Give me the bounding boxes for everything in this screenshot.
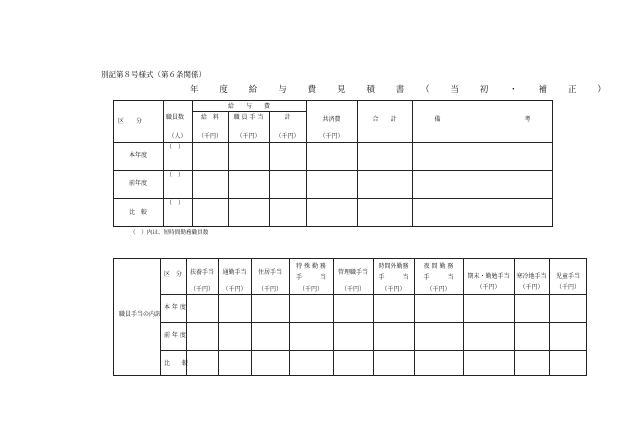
row-label-comparison: 比 較 — [164, 360, 189, 367]
special-duty-allowance-header-line2: 手 当 — [295, 274, 326, 281]
unit-thousand-yen: （千円） — [381, 286, 406, 293]
unit-thousand-yen: （千円） — [555, 284, 580, 291]
breakdown-side-label: 職員手当の内訳 — [119, 311, 162, 318]
row-label-previous-year: 前 年 度 — [164, 332, 186, 339]
commuting-allowance-header: 通勤手当 — [222, 269, 247, 276]
allowance-header: 職 員 手 当 — [233, 114, 264, 121]
staff-count-header: 職員数 — [166, 114, 185, 121]
unit-thousand-yen: （千円） — [476, 284, 501, 291]
unit-thousand-yen: （千円） — [426, 286, 451, 293]
kubun-header: 区 分 — [163, 271, 182, 278]
row-label-current-year: 本年度 — [128, 152, 147, 159]
total-header: 合 計 — [372, 116, 397, 123]
unit-thousand-yen: （千円） — [340, 286, 365, 293]
kubun-header: 区 分 — [118, 118, 143, 125]
managerial-allowance-header: 管理職手当 — [337, 269, 368, 276]
remarks-header: 備 考 — [434, 116, 531, 123]
overtime-allowance-header-line2: 手 当 — [378, 274, 409, 281]
footnote: （ ）内は、短時間勤務職員数 — [130, 230, 209, 236]
unit-thousand-yen: （千円） — [519, 284, 544, 291]
part-time-count-paren: （ ） — [166, 144, 185, 151]
unit-thousand-yen: （千円） — [236, 133, 261, 140]
document-title: 年 度 給 与 費 見 積 書 （ 当 初 ・ 補 正 ） — [190, 85, 613, 95]
night-duty-allowance-header: 夜 間 勤 務 — [423, 263, 454, 270]
unit-thousand-yen: （千円） — [197, 133, 222, 140]
row-label-previous-year: 前年度 — [128, 180, 147, 187]
overtime-allowance-header: 時間外勤務 — [378, 263, 409, 270]
subtotal-header: 計 — [284, 114, 291, 121]
housing-allowance-header: 住居手当 — [257, 269, 282, 276]
night-duty-allowance-header-line2: 手 当 — [423, 274, 454, 281]
unit-thousand-yen: （千円） — [189, 286, 214, 293]
part-time-count-paren: （ ） — [166, 172, 185, 179]
child-allowance-header: 児童手当 — [555, 273, 580, 280]
row-label-comparison: 比 較 — [128, 209, 147, 216]
unit-thousand-yen: （千円） — [222, 286, 247, 293]
salary-cost-header: 給 与 費 — [227, 103, 270, 110]
unit-thousand-yen: （千円） — [257, 286, 282, 293]
unit-persons: （人） — [168, 133, 187, 140]
cold-region-allowance-header: 寒冷地手当 — [516, 273, 547, 280]
unit-thousand-yen: （千円） — [275, 133, 300, 140]
dependent-allowance-header: 扶養手当 — [189, 269, 214, 276]
mutual-aid-header: 共済費 — [322, 116, 341, 123]
form-caption: 別記第８号様式（第６条関係） — [101, 70, 206, 79]
term-end-diligence-allowance-header: 期末・勤勉手当 — [467, 273, 510, 280]
part-time-count-paren: （ ） — [166, 200, 185, 207]
base-salary-header: 給 料 — [200, 114, 219, 121]
row-label-current-year: 本 年 度 — [164, 304, 186, 311]
unit-thousand-yen: （千円） — [298, 286, 323, 293]
special-duty-allowance-header: 特 殊 勤 務 — [296, 263, 326, 270]
unit-thousand-yen: （千円） — [319, 133, 344, 140]
